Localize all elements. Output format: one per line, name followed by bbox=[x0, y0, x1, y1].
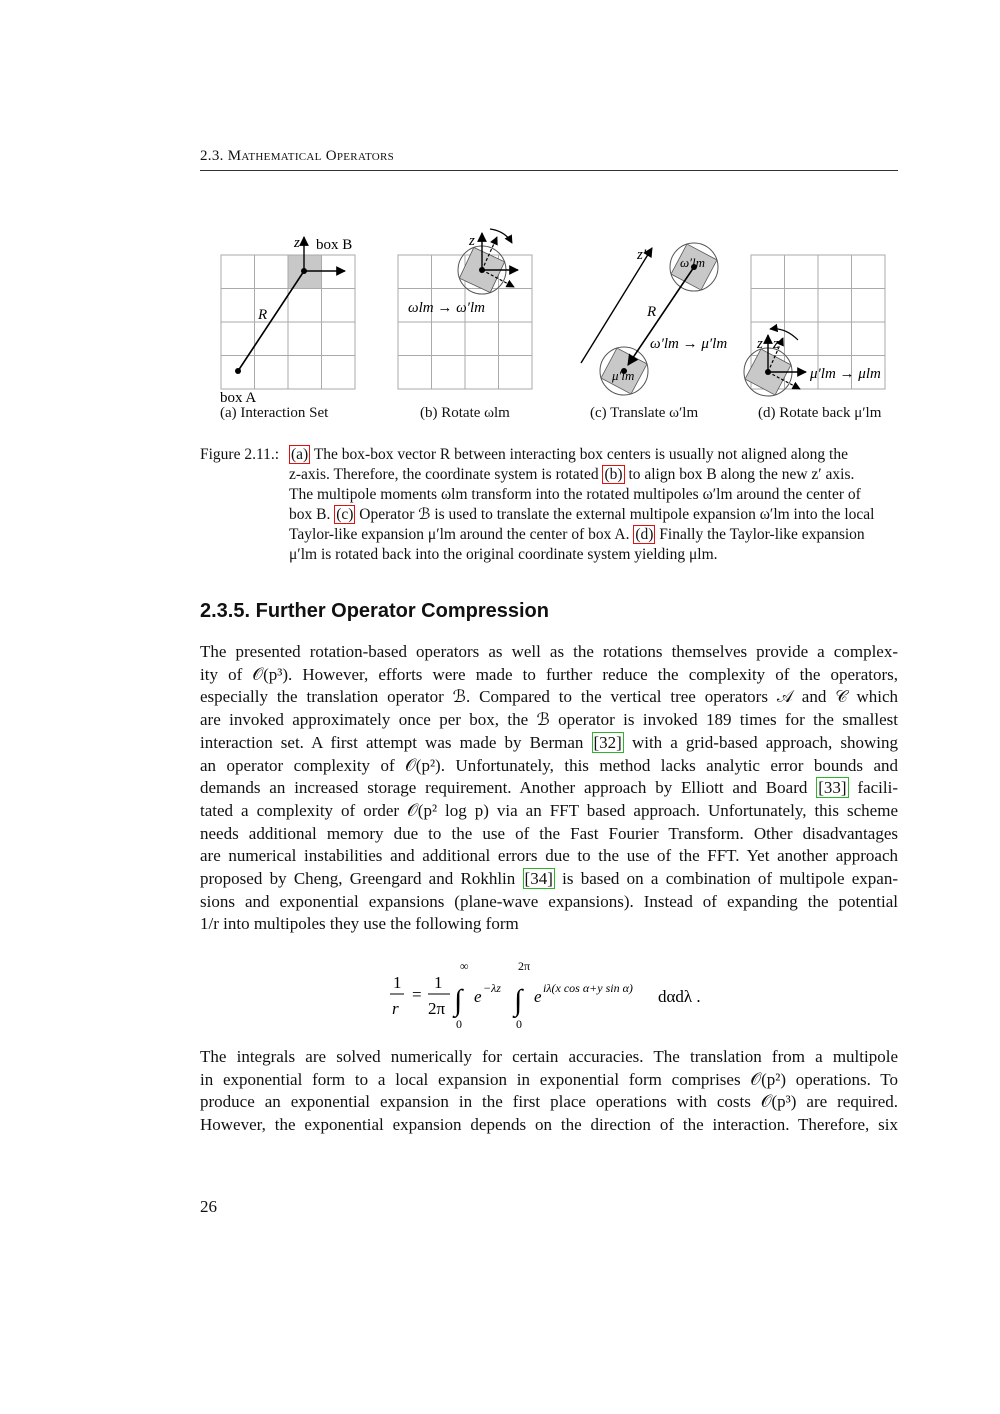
p1-line: needs additional memory due to the use of the Fast Fourier Transform. Other disadvantages bbox=[200, 823, 898, 843]
eq-int1-exp: −λz bbox=[483, 981, 501, 995]
p1-line: an operator complexity of 𝒪(p²). Unfortunately, this method lacks analytic error bounds and bbox=[200, 755, 898, 775]
caption-text-2: z-axis. Therefore, the coordinate system is rotated bbox=[289, 466, 599, 483]
p2-line: produce an exponential expansion in the first place operations with costs 𝒪(p³) are required. bbox=[200, 1092, 898, 1112]
citation-33[interactable]: [33] bbox=[818, 778, 847, 798]
header-rule bbox=[200, 170, 898, 171]
caption-text-5: box B. bbox=[289, 506, 331, 523]
eq-int1-upper: ∞ bbox=[460, 959, 469, 973]
ref-c[interactable]: (c) bbox=[336, 506, 354, 523]
eq-int2-upper: 2π bbox=[518, 959, 531, 973]
p1-line-cite-32 bbox=[200, 732, 898, 755]
p1-line: are invoked approximately once per box, the ℬ operator is invoked 189 times for the smallest bbox=[200, 710, 898, 730]
ref-d[interactable]: (d) bbox=[635, 526, 654, 543]
figure-2-11 bbox=[200, 215, 900, 435]
caption-text-8: Finally the Taylor-like expansion bbox=[659, 526, 865, 543]
eq-int1-sign: ∫ bbox=[454, 984, 463, 1017]
c-z-label: z′ bbox=[637, 247, 647, 263]
d-z-label: z bbox=[757, 336, 763, 352]
paragraph-2 bbox=[200, 1046, 898, 1137]
paragraph-1 bbox=[200, 641, 898, 936]
p1-line: sions and exponential expansions (plane-wave expansions). Instead of expanding the potential bbox=[200, 891, 898, 911]
eq-equals: = bbox=[412, 985, 422, 1004]
caption-line-5 bbox=[289, 525, 899, 545]
c-bottom-label: μ′lm bbox=[612, 368, 635, 383]
b-z-label: z bbox=[469, 233, 475, 249]
a-boxb-label: box B bbox=[316, 237, 353, 253]
p1-line: 1/r into multipoles they use the following form bbox=[200, 914, 519, 934]
caption-line-3 bbox=[289, 485, 899, 505]
a-r-label: R bbox=[258, 307, 268, 323]
caption-text-1: The box-box vector R between interacting box centers is usually not aligned along the bbox=[313, 446, 848, 463]
eq-int2-exp: iλ(x cos α+y sin α) bbox=[543, 981, 633, 995]
caption-text-9: μ′lm is rotated back into the original coordinate system yielding μlm. bbox=[289, 546, 718, 563]
subcaption-a: (a) Interaction Set bbox=[220, 405, 329, 421]
equation-render bbox=[390, 958, 730, 1033]
p1-line: ity of 𝒪(p³). However, efforts were made to further reduce the complexity of the operators, bbox=[200, 664, 898, 684]
citation-34[interactable]: [34] bbox=[524, 869, 553, 889]
p1-text: proposed by Cheng, Greengard and Rokhlin bbox=[200, 869, 516, 889]
p2-line: However, the exponential expansion depends on the direction of the interaction. Therefore, six bbox=[200, 1115, 898, 1135]
eq-lhs-num: 1 bbox=[393, 973, 402, 992]
citation-32[interactable]: [32] bbox=[593, 732, 622, 752]
c-map-label: ω′lm → μ′lm bbox=[650, 336, 728, 352]
caption-line-4 bbox=[289, 505, 899, 525]
p1-line: especially the translation operator ℬ. Compared to the vertical tree operators 𝒜 and 𝒞 which bbox=[200, 687, 898, 707]
p1-line-cite-33 bbox=[200, 777, 898, 800]
running-head-text: 2.3. Mathematical Operators bbox=[200, 148, 395, 164]
eq-lhs-den: r bbox=[392, 999, 399, 1018]
eq-tail: dαdλ . bbox=[658, 987, 701, 1006]
eq-int2-body: e bbox=[534, 987, 542, 1006]
eq-int2-sign: ∫ bbox=[514, 984, 523, 1017]
eq-int2-lower: 0 bbox=[516, 1017, 522, 1031]
center-a bbox=[235, 368, 241, 374]
section-heading: 2.3.5. Further Operator Compression bbox=[200, 600, 549, 622]
a-z-label: z bbox=[294, 235, 300, 251]
p1-text: is based on a combination of multipole expan- bbox=[562, 869, 899, 889]
p2-line: in exponential form to a local expansion in exponential form comprises 𝒪(p²) operations. To bbox=[200, 1069, 898, 1089]
caption-text-3: to align box B along the new z′ axis. bbox=[628, 466, 855, 483]
panel-a-grid bbox=[221, 255, 355, 389]
subcaption-c: (c) Translate ω′lm bbox=[590, 405, 699, 421]
caption-line-2 bbox=[289, 465, 899, 485]
p1-line: are numerical instabilities and additional errors due to the use of the FFT. Yet another approach bbox=[200, 846, 898, 866]
a-boxa-label: box A bbox=[220, 390, 257, 406]
eq-int1-lower: 0 bbox=[456, 1017, 462, 1031]
page-number: 26 bbox=[200, 1197, 217, 1216]
p1-text: demands an increased storage requirement. Another approach by Elliott and Board bbox=[200, 778, 808, 798]
c-top-label: ω′lm bbox=[680, 255, 706, 270]
ref-a[interactable]: (a) bbox=[291, 446, 309, 463]
caption-text-7: Taylor-like expansion μ′lm around the center of box A. bbox=[289, 526, 630, 543]
figure-drawing bbox=[200, 215, 900, 435]
running-head bbox=[200, 148, 898, 165]
caption-label: Figure 2.11.: bbox=[200, 446, 280, 463]
p1-line: The presented rotation-based operators as well as the rotations themselves provide a complex- bbox=[200, 642, 898, 661]
eq-coef-den: 2π bbox=[428, 999, 446, 1018]
eq-int1-body: e bbox=[474, 987, 482, 1006]
caption-text-6: Operator ℬ is used to translate the external multipole expansion ω′lm into the local bbox=[359, 506, 875, 523]
p1-text: interaction set. A first attempt was made by Berman bbox=[200, 732, 584, 752]
p1-line: tated a complexity of order 𝒪(p² log p) via an FFT based approach. Unfortunately, this scheme bbox=[200, 800, 898, 820]
p1-text: with a grid-based approach, showing bbox=[631, 732, 898, 752]
caption-line-6 bbox=[289, 545, 899, 565]
subcaption-b: (b) Rotate ωlm bbox=[420, 405, 510, 421]
eq-coef-num: 1 bbox=[434, 973, 443, 992]
p1-line-cite-34 bbox=[200, 868, 898, 891]
p1-text: facili- bbox=[857, 778, 898, 798]
caption-line-1 bbox=[289, 445, 899, 465]
subcaption-d: (d) Rotate back μ′lm bbox=[758, 405, 882, 421]
c-r-label: R bbox=[647, 304, 657, 320]
ref-b[interactable]: (b) bbox=[604, 466, 623, 483]
panel-a bbox=[221, 237, 355, 389]
d-zp-label: z′ bbox=[773, 336, 783, 352]
equation bbox=[390, 958, 730, 1033]
caption-text-4: The multipole moments ωlm transform into the rotated multipoles ω′lm around the center of bbox=[289, 486, 861, 503]
p2-line: The integrals are solved numerically for certain accuracies. The translation from a multipole bbox=[200, 1047, 898, 1066]
d-map-label: μ′lm → μlm bbox=[810, 366, 881, 382]
b-map-label: ωlm → ω′lm bbox=[408, 300, 485, 316]
